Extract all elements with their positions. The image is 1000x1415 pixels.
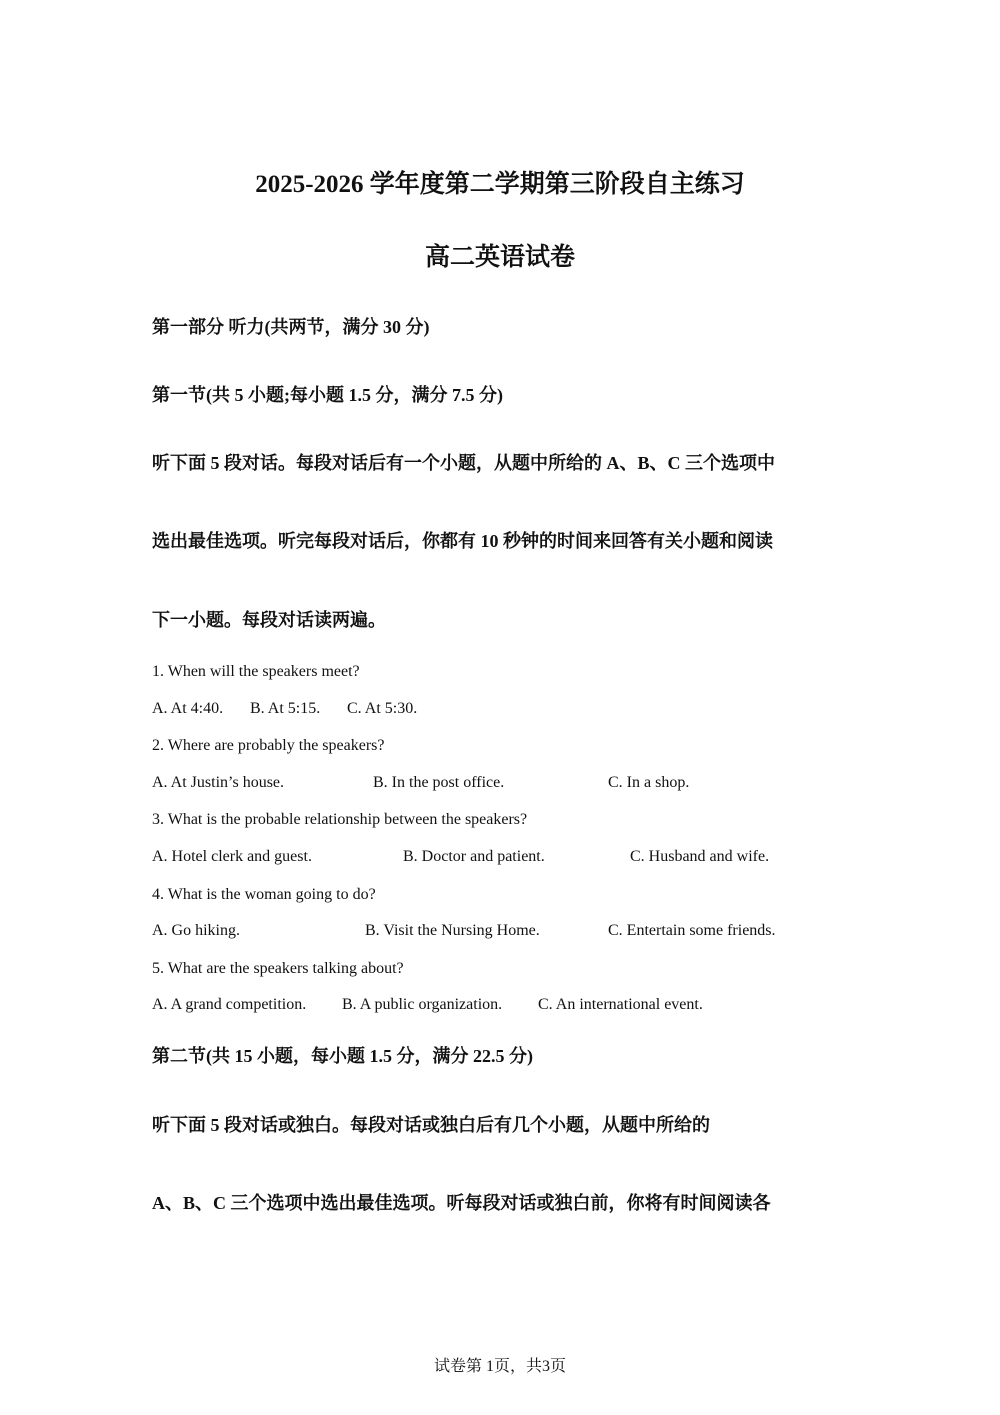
option-c: C. At 5:30. <box>347 700 418 717</box>
option-a: A. A grand competition. <box>152 996 307 1013</box>
section2-instruction-line: 听下面 5 段对话或独白。每段对话或独白后有几个小题，从题中所给的 <box>152 1115 710 1135</box>
question-stem: 3. What is the probable relationship between the speakers? <box>152 811 528 828</box>
section1-instruction-line: 听下面 5 段对话。每段对话后有一个小题，从题中所给的 A、B、C 三个选项中 <box>152 453 776 473</box>
option-a: A. Go hiking. <box>152 922 240 939</box>
option-b: B. At 5:15. <box>250 700 321 717</box>
option-a: A. At Justin’s house. <box>152 774 285 791</box>
question-stem: 2. Where are probably the speakers? <box>152 737 385 754</box>
section2-heading: 第二节(共 15 小题，每小题 1.5 分，满分 22.5 分) <box>152 1046 533 1066</box>
option-a: A. At 4:40. <box>152 700 224 717</box>
option-b: B. Visit the Nursing Home. <box>365 922 540 939</box>
page-footer: 试卷第 1页，共3页 <box>433 1358 566 1375</box>
question-stem: 4. What is the woman going to do? <box>152 886 376 903</box>
option-b: B. A public organization. <box>342 996 503 1013</box>
option-a: A. Hotel clerk and guest. <box>152 848 312 865</box>
section1-heading: 第一节(共 5 小题;每小题 1.5 分，满分 7.5 分) <box>152 385 503 405</box>
question-stem: 1. When will the speakers meet? <box>152 663 360 680</box>
option-c: C. An international event. <box>538 996 703 1013</box>
exam-title: 2025-2026 学年度第二学期第三阶段自主练习 <box>255 171 745 198</box>
option-b: B. Doctor and patient. <box>403 848 545 865</box>
section2-instruction-line: A、B、C 三个选项中选出最佳选项。听每段对话或独白前，你将有时间阅读各 <box>152 1193 771 1213</box>
question-stem: 5. What are the speakers talking about? <box>152 960 404 977</box>
part1-heading: 第一部分 听力(共两节，满分 30 分) <box>152 317 430 337</box>
option-b: B. In the post office. <box>373 774 505 791</box>
section1-instruction-line: 选出最佳选项。听完每段对话后，你都有 10 秒钟的时间来回答有关小题和阅读 <box>152 531 773 551</box>
exam-subtitle: 高二英语试卷 <box>424 244 575 271</box>
option-c: C. In a shop. <box>608 774 690 791</box>
section1-instruction-line: 下一小题。每段对话读两遍。 <box>152 610 386 630</box>
option-c: C. Husband and wife. <box>630 848 770 865</box>
option-c: C. Entertain some friends. <box>608 922 776 939</box>
